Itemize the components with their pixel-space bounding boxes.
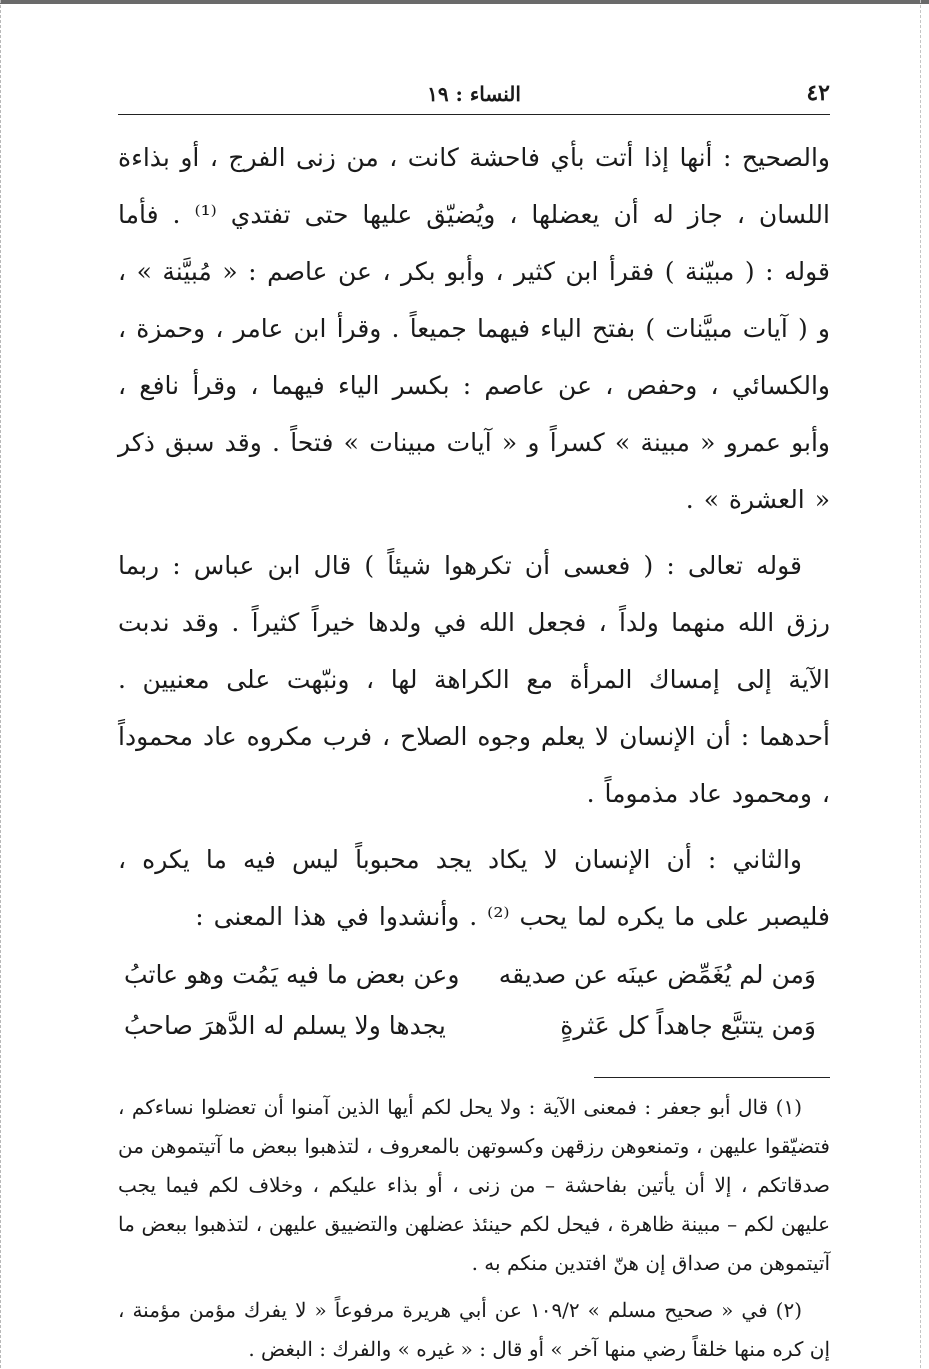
body-paragraph-2: قوله تعالى : ( فعسى أن تكرهوا شيئاً ) قال ابن عباس : ربما رزق الله منهما ولداً ، فجعل الله في ولدها خيراً كثيراً . وقد ندبت الآية إلى إمساك المرأة مع الكراهة لها ، ونبّهت على معنيين . أحدهما : أن الإنسان لا يعلم وجوه الصلاح ، فرب مكروه عاد محموداً ، ومحمود عاد مذموماً . <box>118 551 830 808</box>
scan-top-edge <box>0 0 929 4</box>
footnote-1: (١) قال أبو جعفر : فمعنى الآية : ولا يحل لكم أيها الذين آمنوا أن تعضلوا نساءكم ، فتضيّقوا عليهن ، وتمنعوهن رزقهن وكسوتهن بالمعروف ، لتذهبوا ببعض ما آتيتموهن من صدقاتكم ، إلا أن يأتين بفاحشة – من زنى ، أو بذاء عليكم ، وخلاف لكم فيما يجب عليهن لكم – مبينة ظاهرة ، فيحل لكم حينئذ عضلهن والتضييق عليهن ، لتذهبوا ببعض ما آتيتموهن من صداق إن هنّ افتدين منكم به . <box>118 1095 830 1275</box>
verse-line-2 <box>118 1000 830 1051</box>
verse-1-second-hemistich: وعن بعض ما فيه يَمُت وهو عاتبُ <box>124 960 460 989</box>
verse-2-second-hemistich: يجدها ولا يسلم له الدَّهرَ صاحبُ <box>124 1011 446 1040</box>
book-page <box>118 78 830 1368</box>
footnote-2: (٢) في « صحيح مسلم » ١٠٩/٢ عن أبي هريرة مرفوعاً « لا يفرك مؤمن مؤمنة ، إن كره منها خلقاً رضي منها آخر » أو قال : « غيره » والفرك : البغض . <box>118 1298 830 1361</box>
body-paragraph-3: والثاني : أن الإنسان لا يكاد يجد محبوباً ليس فيه ما يكره ، فليصبر على ما يكره لما يحب ⁽²⁾ . وأنشدوا في هذا المعنى : <box>118 845 830 931</box>
body-paragraph-1: والصحيح : أنها إذا أتت بأي فاحشة كانت ، من زنى الفرج ، أو بذاءة اللسان ، جاز له أن يعضلها ، ويُضيّق عليها حتى تفتدي ⁽¹⁾ . فأما قوله : ( مبيّنة ) فقرأ ابن كثير ، وأبو بكر ، عن عاصم : « مُبيَّنة » ، و ( آيات مبيَّنات ) بفتح الياء فيهما جميعاً . وقرأ ابن عامر ، وحمزة ، والكسائي ، وحفص ، عن عاصم : بكسر الياء فيهما ، وقرأ نافع ، وأبو عمرو « مبينة » كسراً و « آيات مبينات » فتحاً . وقد سبق ذكر « العشرة » . <box>118 143 830 514</box>
page-header <box>118 78 830 115</box>
page-number: ٤٢ <box>806 80 830 106</box>
footnote-separator <box>594 1077 830 1078</box>
poem-verses <box>118 949 830 1051</box>
verse-2-first-hemistich: وَمن يتتبَّع جاهداً كل عَثرةٍ <box>560 1011 816 1040</box>
verse-1-first-hemistich: وَمن لم يُغَمِّض عينَه عن صديقه <box>498 960 816 989</box>
scan-fold-line-left <box>0 0 2 1368</box>
verse-line-1 <box>118 949 830 1000</box>
running-title: النساء : ١٩ <box>427 82 521 106</box>
scan-fold-line-right <box>920 0 922 1368</box>
